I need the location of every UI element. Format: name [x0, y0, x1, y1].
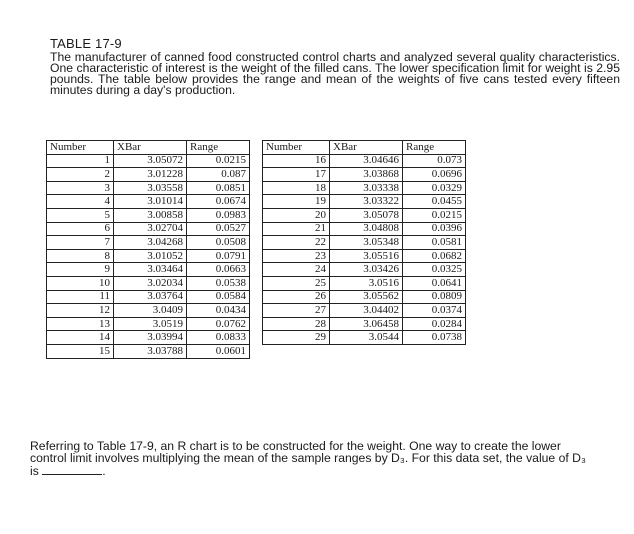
right-range-cell: 0.0325: [403, 263, 466, 277]
left-range-cell: 0.0983: [187, 208, 250, 222]
column-gap: [250, 141, 263, 155]
table-row: [47, 331, 466, 345]
column-gap: [250, 181, 263, 195]
left-xbar-cell: 3.03788: [114, 344, 187, 358]
table-row: [47, 249, 466, 263]
left-range-cell: 0.0762: [187, 317, 250, 331]
left-xbar-cell: 3.0519: [114, 317, 187, 331]
left-xbar-cell: 3.0409: [114, 304, 187, 318]
right-num-cell: 20: [263, 208, 330, 222]
right-xbar-cell: 3.0544: [330, 331, 403, 345]
right-xbar-cell: 3.04402: [330, 304, 403, 318]
left-range-cell: 0.087: [187, 168, 250, 182]
left-num-cell: 14: [47, 331, 114, 345]
empty-cell: [263, 344, 330, 358]
right-num-cell: 23: [263, 249, 330, 263]
question-body: Referring to Table 17-9, an R chart is to be constructed for the weight. One way to create the lower control limit involves multiplying the mean of the sample ranges by D₃. For this data set, the value of D₃ is: [30, 439, 586, 478]
right-xbar-cell: 3.05516: [330, 249, 403, 263]
right-num-cell: 24: [263, 263, 330, 277]
right-range-cell: 0.0581: [403, 236, 466, 250]
left-xbar-cell: 3.03558: [114, 181, 187, 195]
column-gap: [250, 195, 263, 209]
left-xbar-cell: 3.01052: [114, 249, 187, 263]
table-row: [47, 236, 466, 250]
header-number-left: Number: [47, 141, 114, 155]
right-range-cell: 0.0396: [403, 222, 466, 236]
empty-cell: [403, 344, 466, 358]
left-xbar-cell: 3.01228: [114, 168, 187, 182]
answer-blank: [42, 464, 102, 475]
column-gap: [250, 168, 263, 182]
left-range-cell: 0.0674: [187, 195, 250, 209]
question-text: [30, 440, 598, 477]
right-num-cell: 29: [263, 331, 330, 345]
table-title: TABLE 17-9: [50, 36, 122, 51]
table-row: [47, 168, 466, 182]
table-row: [47, 154, 466, 168]
left-range-cell: 0.0527: [187, 222, 250, 236]
left-num-cell: 11: [47, 290, 114, 304]
left-num-cell: 13: [47, 317, 114, 331]
column-gap: [250, 304, 263, 318]
empty-cell: [330, 344, 403, 358]
right-range-cell: 0.0374: [403, 304, 466, 318]
right-xbar-cell: 3.05078: [330, 208, 403, 222]
right-range-cell: 0.0696: [403, 168, 466, 182]
table-row: [47, 222, 466, 236]
right-num-cell: 18: [263, 181, 330, 195]
right-range-cell: 0.0641: [403, 276, 466, 290]
left-num-cell: 7: [47, 236, 114, 250]
right-num-cell: 25: [263, 276, 330, 290]
column-gap: [250, 344, 263, 358]
right-xbar-cell: 3.03322: [330, 195, 403, 209]
column-gap: [250, 276, 263, 290]
left-range-cell: 0.0215: [187, 154, 250, 168]
left-xbar-cell: 3.03464: [114, 263, 187, 277]
left-xbar-cell: 3.04268: [114, 236, 187, 250]
right-range-cell: 0.0284: [403, 317, 466, 331]
table-row: [47, 290, 466, 304]
left-range-cell: 0.0584: [187, 290, 250, 304]
table-row: [47, 304, 466, 318]
left-num-cell: 8: [47, 249, 114, 263]
column-gap: [250, 331, 263, 345]
left-xbar-cell: 3.01014: [114, 195, 187, 209]
right-range-cell: 0.0809: [403, 290, 466, 304]
table-body: [47, 154, 466, 358]
left-range-cell: 0.0434: [187, 304, 250, 318]
data-table: [46, 140, 466, 359]
left-range-cell: 0.0791: [187, 249, 250, 263]
question-end: .: [102, 464, 106, 478]
right-num-cell: 28: [263, 317, 330, 331]
left-num-cell: 2: [47, 168, 114, 182]
column-gap: [250, 236, 263, 250]
left-range-cell: 0.0851: [187, 181, 250, 195]
left-xbar-cell: 3.02704: [114, 222, 187, 236]
right-range-cell: 0.0215: [403, 208, 466, 222]
right-xbar-cell: 3.05562: [330, 290, 403, 304]
right-xbar-cell: 3.04808: [330, 222, 403, 236]
left-range-cell: 0.0663: [187, 263, 250, 277]
table-row: [47, 181, 466, 195]
right-xbar-cell: 3.0516: [330, 276, 403, 290]
left-range-cell: 0.0833: [187, 331, 250, 345]
right-range-cell: 0.0455: [403, 195, 466, 209]
left-num-cell: 10: [47, 276, 114, 290]
column-gap: [250, 290, 263, 304]
column-gap: [250, 208, 263, 222]
header-range-left: Range: [187, 141, 250, 155]
right-range-cell: 0.0738: [403, 331, 466, 345]
data-table-container: [46, 140, 466, 359]
right-num-cell: 26: [263, 290, 330, 304]
right-num-cell: 19: [263, 195, 330, 209]
right-xbar-cell: 3.03426: [330, 263, 403, 277]
table-row: [47, 276, 466, 290]
left-num-cell: 15: [47, 344, 114, 358]
right-num-cell: 17: [263, 168, 330, 182]
right-xbar-cell: 3.06458: [330, 317, 403, 331]
left-xbar-cell: 3.05072: [114, 154, 187, 168]
right-range-cell: 0.073: [403, 154, 466, 168]
column-gap: [250, 154, 263, 168]
right-xbar-cell: 3.05348: [330, 236, 403, 250]
left-num-cell: 6: [47, 222, 114, 236]
header-number-right: Number: [263, 141, 330, 155]
right-range-cell: 0.0682: [403, 249, 466, 263]
left-num-cell: 3: [47, 181, 114, 195]
left-num-cell: 5: [47, 208, 114, 222]
left-range-cell: 0.0508: [187, 236, 250, 250]
header-xbar-left: XBar: [114, 141, 187, 155]
table-row: [47, 263, 466, 277]
left-num-cell: 9: [47, 263, 114, 277]
right-xbar-cell: 3.04646: [330, 154, 403, 168]
left-xbar-cell: 3.03994: [114, 331, 187, 345]
table-header-row: [47, 141, 466, 155]
left-num-cell: 12: [47, 304, 114, 318]
header-xbar-right: XBar: [330, 141, 403, 155]
table-row: [47, 344, 466, 358]
header-range-right: Range: [403, 141, 466, 155]
right-num-cell: 21: [263, 222, 330, 236]
right-xbar-cell: 3.03868: [330, 168, 403, 182]
table-row: [47, 195, 466, 209]
left-num-cell: 1: [47, 154, 114, 168]
column-gap: [250, 222, 263, 236]
right-range-cell: 0.0329: [403, 181, 466, 195]
table-row: [47, 317, 466, 331]
problem-description: The manufacturer of canned food constructed control charts and analyzed several quality characteristics. One characteristic of interest is the weight of the filled cans. The lower specification limit for weight is 2.95 pounds. The table below provides the range and mean of the weights of five cans tested every fifteen minutes during a day's production.: [50, 50, 620, 97]
left-xbar-cell: 3.03764: [114, 290, 187, 304]
left-range-cell: 0.0538: [187, 276, 250, 290]
left-xbar-cell: 3.02034: [114, 276, 187, 290]
right-num-cell: 22: [263, 236, 330, 250]
right-xbar-cell: 3.03338: [330, 181, 403, 195]
left-range-cell: 0.0601: [187, 344, 250, 358]
column-gap: [250, 317, 263, 331]
right-num-cell: 16: [263, 154, 330, 168]
column-gap: [250, 249, 263, 263]
right-num-cell: 27: [263, 304, 330, 318]
left-xbar-cell: 3.00858: [114, 208, 187, 222]
table-row: [47, 208, 466, 222]
left-num-cell: 4: [47, 195, 114, 209]
column-gap: [250, 263, 263, 277]
